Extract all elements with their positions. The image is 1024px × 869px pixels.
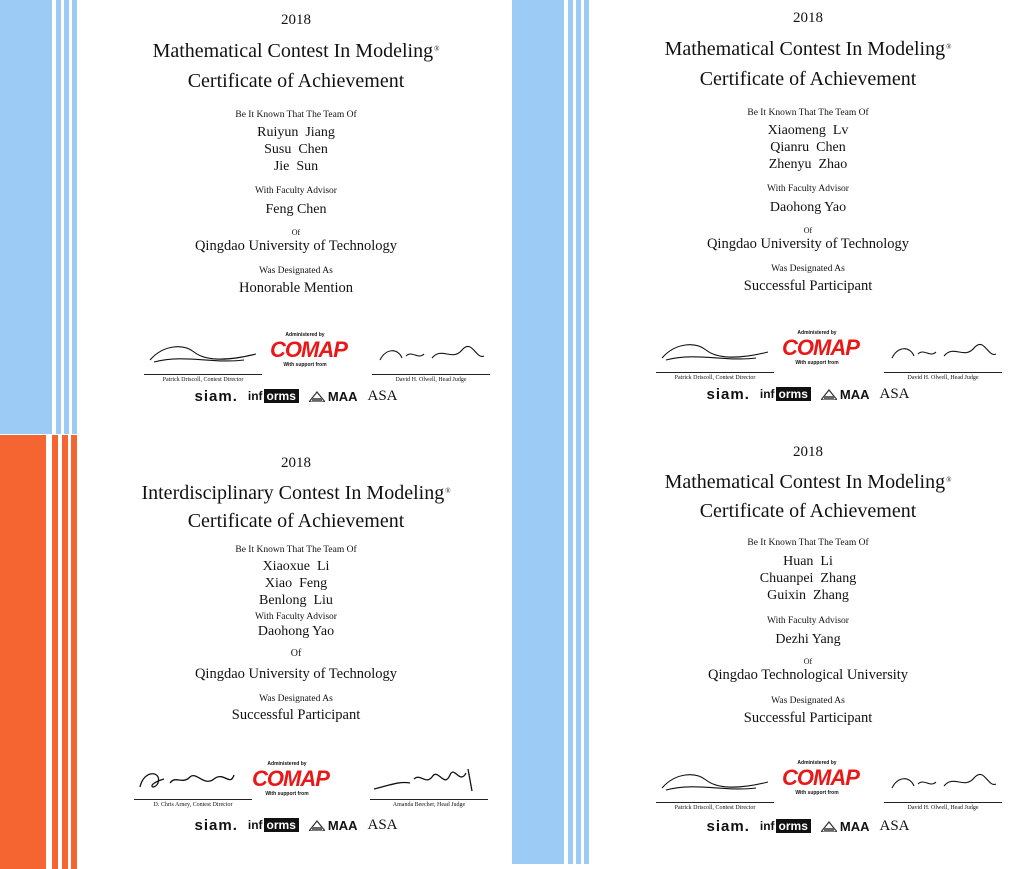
university-name: Qingdao University of Technology bbox=[194, 666, 398, 682]
team-intro: Be It Known That The Team Of bbox=[235, 545, 357, 555]
maa-logo: MAA bbox=[309, 389, 358, 404]
support-label: With support from bbox=[265, 791, 309, 797]
signature-caption: David H. Olwell, Head Judge bbox=[884, 372, 1002, 381]
team-member: Huan Li bbox=[783, 554, 833, 569]
judge-signature bbox=[372, 340, 490, 383]
registered-mark: ® bbox=[946, 43, 952, 51]
siam-logo: siam. bbox=[194, 387, 238, 405]
of-label: Of bbox=[291, 228, 301, 237]
team-intro: Be It Known That The Team Of bbox=[235, 110, 357, 120]
certificate-title: Certificate of Achievement bbox=[187, 510, 405, 532]
signature-scribble bbox=[656, 338, 774, 366]
signature-caption: D. Chris Arney, Contest Director bbox=[134, 799, 252, 808]
signature-scribble bbox=[370, 765, 488, 793]
certificate-icm-successful-participant bbox=[0, 435, 512, 869]
comap-logo bbox=[782, 330, 859, 366]
judge-signature bbox=[370, 765, 488, 808]
sponsor-logos bbox=[592, 384, 1024, 404]
director-signature bbox=[144, 340, 262, 383]
maa-logo: MAA bbox=[309, 818, 358, 833]
faculty-advisor: Daohong Yao bbox=[769, 200, 847, 215]
team-members bbox=[592, 553, 1024, 604]
administered-by-label: Administered by bbox=[797, 760, 837, 766]
signature-caption: David H. Olwell, Head Judge bbox=[884, 802, 1002, 811]
administered-by-label: Administered by bbox=[285, 332, 325, 338]
support-label: With support from bbox=[795, 360, 839, 366]
advisor-label: With Faculty Advisor bbox=[767, 184, 849, 194]
administered-by-label: Administered by bbox=[797, 330, 837, 336]
comap-logo bbox=[782, 760, 859, 796]
of-label: Of bbox=[803, 657, 813, 666]
director-signature bbox=[134, 765, 252, 808]
faculty-advisor: Feng Chen bbox=[265, 202, 327, 217]
stripe-band bbox=[0, 435, 80, 869]
maa-emblem-icon bbox=[821, 388, 837, 400]
signature-scribble bbox=[884, 768, 1002, 796]
signature-caption: Amanda Beecher, Head Judge bbox=[370, 799, 488, 808]
of-label: Of bbox=[290, 648, 302, 659]
signature-caption: Patrick Driscoll, Contest Director bbox=[656, 802, 774, 811]
team-members bbox=[592, 122, 1024, 173]
team-member: Susu Chen bbox=[264, 142, 328, 157]
sponsor-logos bbox=[80, 815, 512, 835]
informs-logo: inf orms bbox=[760, 819, 811, 833]
team-intro: Be It Known That The Team Of bbox=[747, 538, 869, 548]
certificate-title: Certificate of Achievement bbox=[187, 70, 405, 92]
asa-logo: ASA bbox=[367, 816, 398, 833]
stripe-band bbox=[0, 0, 80, 434]
certificate-year: 2018 bbox=[281, 12, 311, 28]
comap-wordmark: COMAP bbox=[270, 337, 347, 362]
signature-caption: Patrick Driscoll, Contest Director bbox=[656, 372, 774, 381]
judge-signature bbox=[884, 768, 1002, 811]
signature-scribble bbox=[372, 340, 490, 368]
contest-name: Interdisciplinary Contest In Modeling® bbox=[141, 482, 451, 504]
team-member: Xiaoxue Li bbox=[262, 559, 330, 574]
certificate-year: 2018 bbox=[793, 444, 823, 460]
director-signature bbox=[656, 338, 774, 381]
signature-caption: David H. Olwell, Head Judge bbox=[372, 374, 490, 383]
informs-logo: inf orms bbox=[248, 389, 299, 403]
asa-logo: ASA bbox=[367, 387, 398, 404]
award-designation: Successful Participant bbox=[231, 707, 361, 723]
team-member: Zhenyu Zhao bbox=[768, 157, 848, 172]
signature-caption: Patrick Driscoll, Contest Director bbox=[144, 374, 262, 383]
faculty-advisor: Dezhi Yang bbox=[775, 632, 841, 647]
team-member: Jie Sun bbox=[273, 159, 319, 174]
certificate-mcm-successful-participant-2 bbox=[512, 430, 1024, 864]
designated-label: Was Designated As bbox=[259, 694, 333, 704]
sponsor-logos bbox=[592, 816, 1024, 836]
team-member: Xiaomeng Lv bbox=[767, 123, 849, 138]
award-designation: Successful Participant bbox=[743, 710, 873, 726]
maa-logo: MAA bbox=[821, 387, 870, 402]
director-signature bbox=[656, 768, 774, 811]
certificate-title: Certificate of Achievement bbox=[699, 68, 917, 90]
registered-mark: ® bbox=[445, 487, 451, 495]
team-members bbox=[80, 558, 512, 609]
designated-label: Was Designated As bbox=[259, 266, 333, 276]
asa-logo: ASA bbox=[879, 817, 910, 834]
faculty-advisor: Daohong Yao bbox=[257, 624, 335, 639]
comap-wordmark: COMAP bbox=[782, 765, 859, 790]
signature-scribble bbox=[144, 340, 262, 368]
advisor-label: With Faculty Advisor bbox=[255, 186, 337, 196]
advisor-label: With Faculty Advisor bbox=[767, 616, 849, 626]
designated-label: Was Designated As bbox=[771, 264, 845, 274]
team-members bbox=[80, 124, 512, 175]
certificate-year: 2018 bbox=[281, 455, 311, 471]
stripe-band bbox=[512, 0, 592, 434]
judge-signature bbox=[884, 338, 1002, 381]
support-label: With support from bbox=[283, 362, 327, 368]
siam-logo: siam. bbox=[706, 817, 750, 835]
signature-scribble bbox=[884, 338, 1002, 366]
designated-label: Was Designated As bbox=[771, 696, 845, 706]
maa-emblem-icon bbox=[309, 390, 325, 402]
informs-logo: inf orms bbox=[248, 818, 299, 832]
team-member: Chuanpei Zhang bbox=[759, 571, 857, 586]
advisor-label: With Faculty Advisor bbox=[255, 612, 337, 622]
university-name: Qingdao University of Technology bbox=[706, 236, 910, 252]
team-member: Guixin Zhang bbox=[767, 588, 849, 603]
of-label: Of bbox=[803, 226, 813, 235]
award-designation: Honorable Mention bbox=[239, 280, 353, 296]
contest-name: Mathematical Contest In Modeling® bbox=[152, 40, 440, 62]
award-designation: Successful Participant bbox=[743, 278, 873, 294]
stripe-band bbox=[512, 430, 592, 864]
signature-scribble bbox=[656, 768, 774, 796]
contest-name: Mathematical Contest In Modeling® bbox=[664, 38, 952, 60]
maa-emblem-icon bbox=[309, 819, 325, 831]
maa-emblem-icon bbox=[821, 820, 837, 832]
contest-name: Mathematical Contest In Modeling® bbox=[664, 471, 952, 493]
team-member: Benlong Liu bbox=[259, 593, 333, 608]
certificate-year: 2018 bbox=[793, 10, 823, 26]
administered-by-label: Administered by bbox=[267, 761, 307, 767]
certificate-mcm-honorable-mention bbox=[0, 0, 512, 434]
asa-logo: ASA bbox=[879, 385, 910, 402]
siam-logo: siam. bbox=[194, 816, 238, 834]
signature-scribble bbox=[134, 765, 252, 793]
support-label: With support from bbox=[795, 790, 839, 796]
certificate-mcm-successful-participant bbox=[512, 0, 1024, 434]
maa-logo: MAA bbox=[821, 819, 870, 834]
registered-mark: ® bbox=[946, 476, 952, 484]
certificate-title: Certificate of Achievement bbox=[699, 500, 917, 522]
informs-logo: inf orms bbox=[760, 387, 811, 401]
comap-wordmark: COMAP bbox=[782, 335, 859, 360]
university-name: Qingdao Technological University bbox=[707, 667, 909, 683]
university-name: Qingdao University of Technology bbox=[194, 238, 398, 254]
comap-wordmark: COMAP bbox=[252, 766, 329, 791]
comap-logo bbox=[252, 761, 329, 797]
registered-mark: ® bbox=[434, 45, 440, 53]
sponsor-logos bbox=[80, 386, 512, 406]
team-intro: Be It Known That The Team Of bbox=[747, 108, 869, 118]
siam-logo: siam. bbox=[706, 385, 750, 403]
team-member: Ruiyun Jiang bbox=[257, 125, 335, 140]
comap-logo bbox=[270, 332, 347, 368]
team-member: Xiao Feng bbox=[264, 576, 328, 591]
team-member: Qianru Chen bbox=[770, 140, 846, 155]
